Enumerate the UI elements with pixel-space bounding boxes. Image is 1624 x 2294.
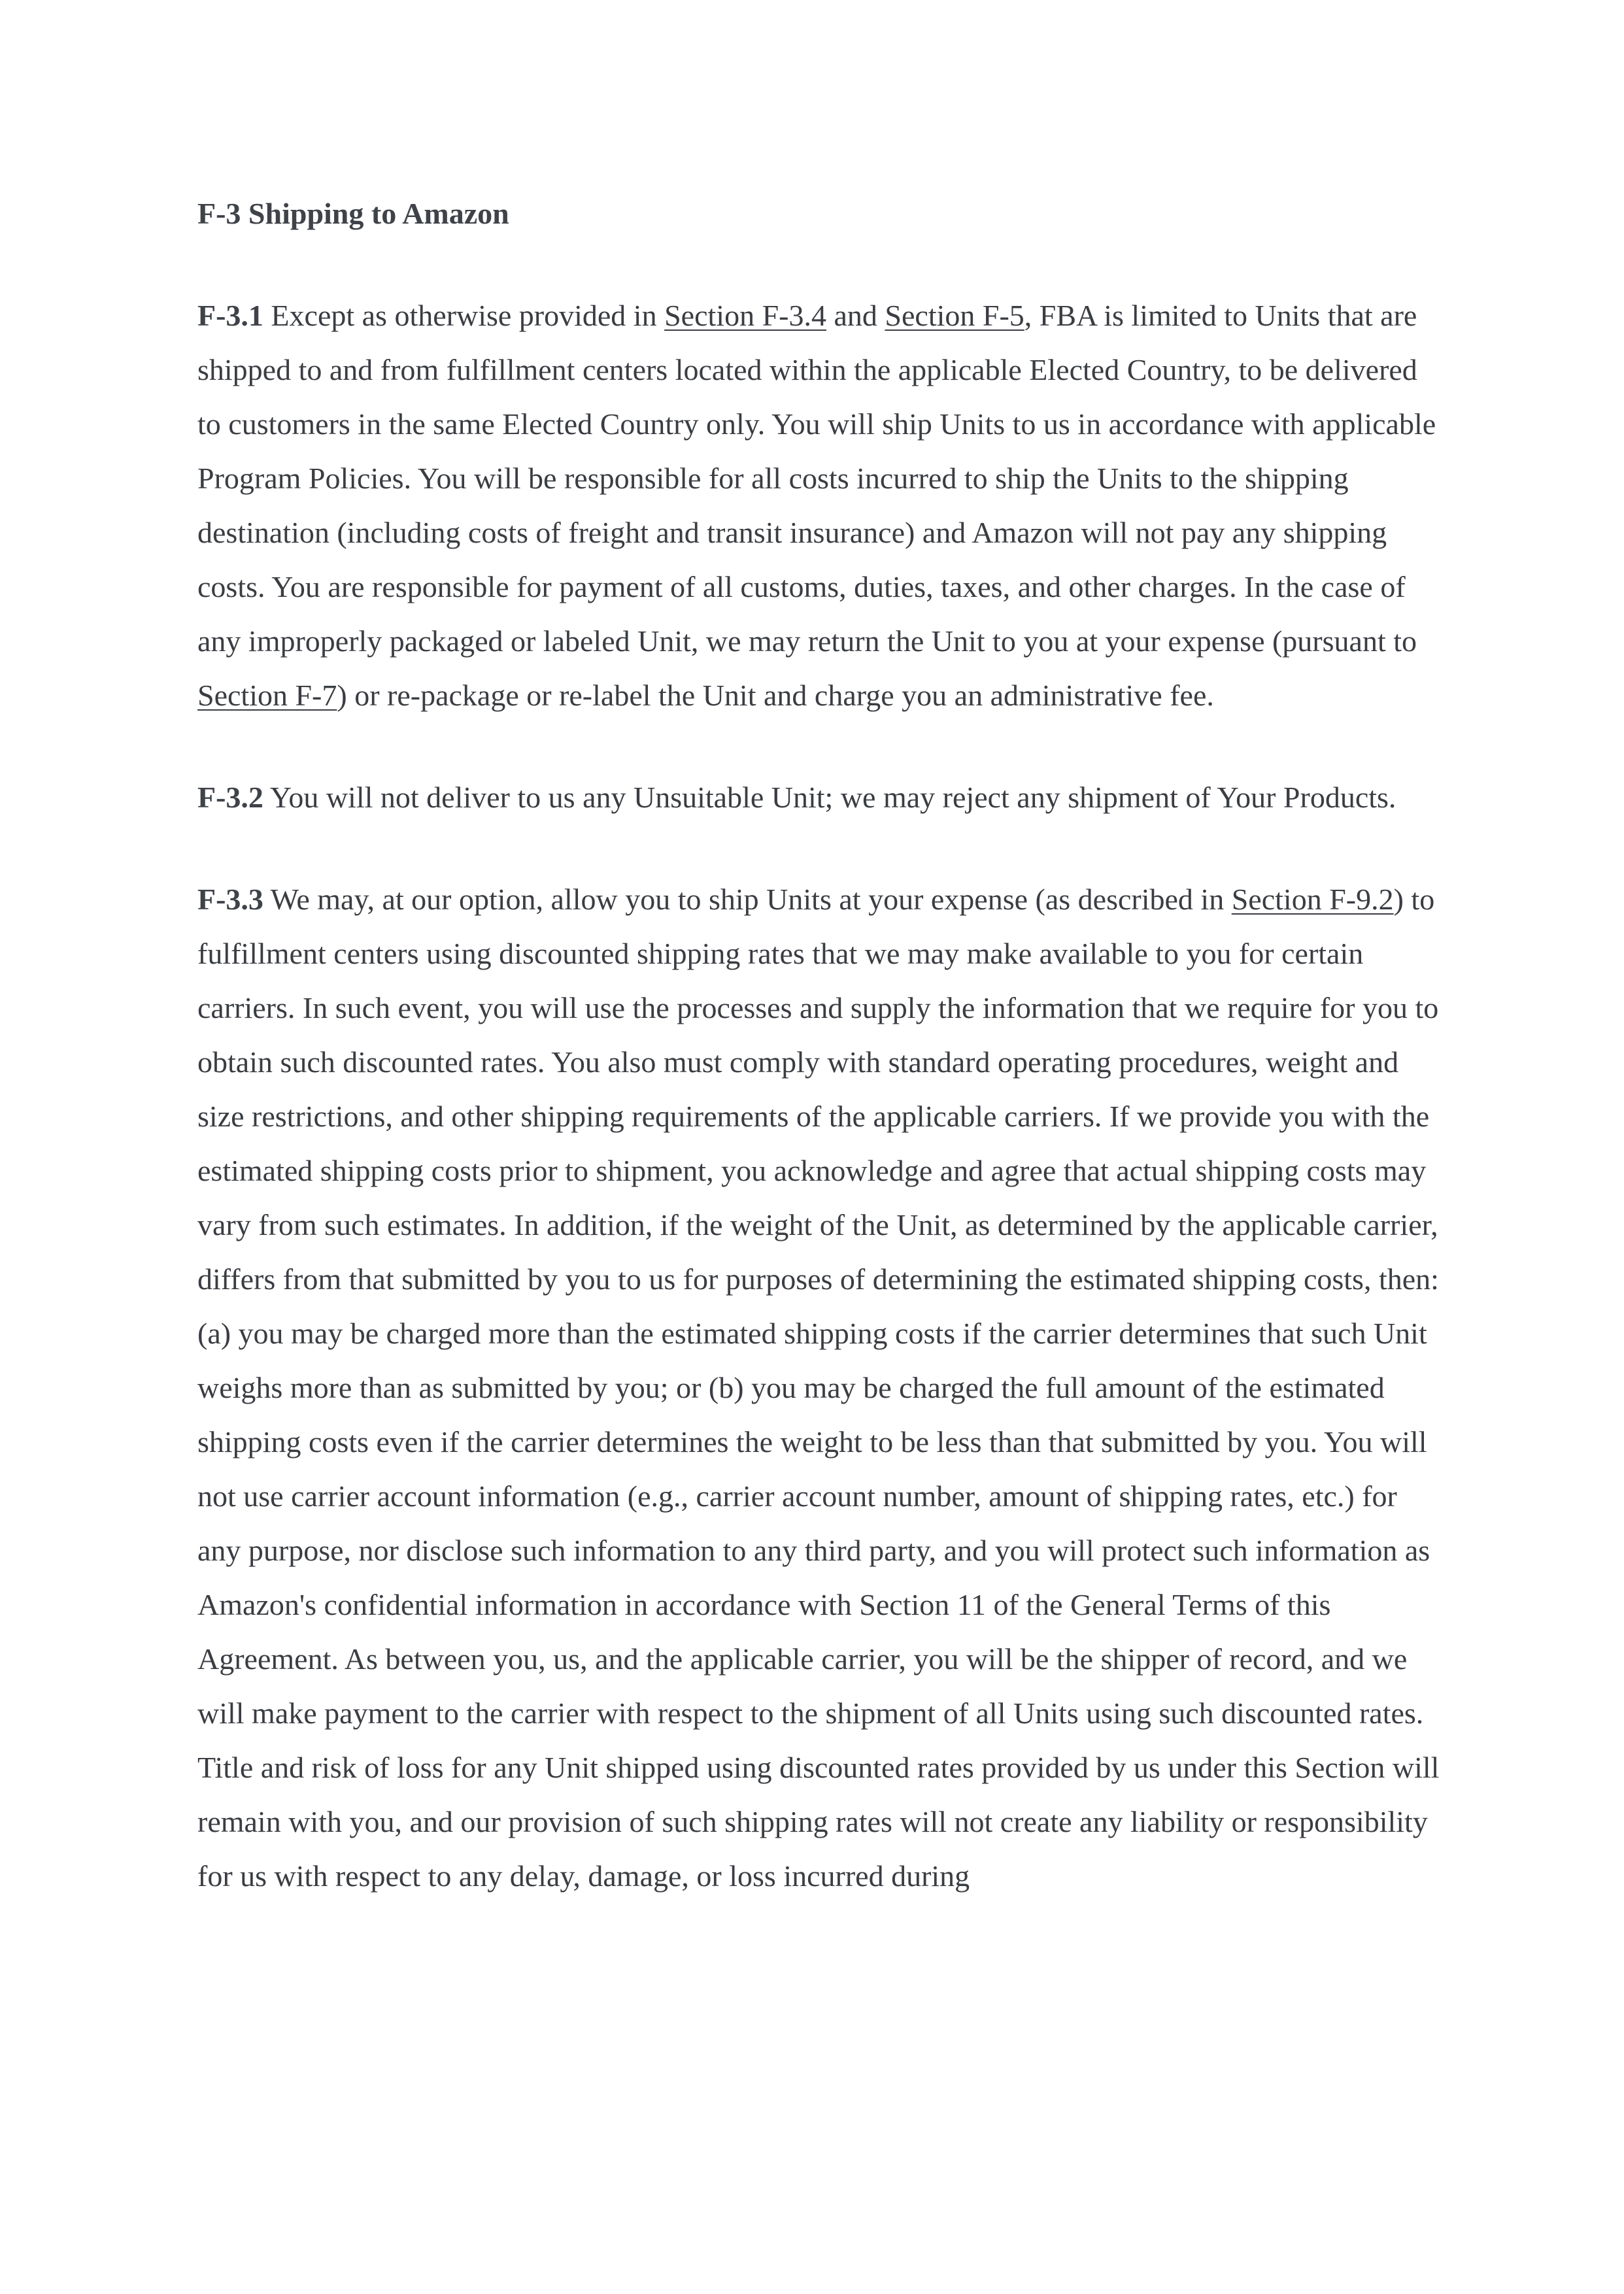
- clause-number-f-3-1: F-3.1: [197, 299, 263, 332]
- link-section-f-3-4[interactable]: Section F-3.4: [664, 299, 826, 332]
- paragraph-f-3-2: [197, 770, 1440, 824]
- clause-text: Except as otherwise provided in: [263, 299, 665, 332]
- link-section-f-7[interactable]: Section F-7: [197, 679, 337, 712]
- clause-text: We may, at our option, allow you to ship Units at your expense (as described in: [263, 883, 1232, 916]
- link-section-f-9-2[interactable]: Section F-9.2: [1231, 883, 1394, 916]
- clause-text: , FBA is limited to Units that are shipped to and from fulfillment centers located within the applicable Elected Country, to be delivered to customers in the same Elected Country only. You will ship Units to us in accordance with applicable Program Policies. You will be responsible for all costs incurred to ship the Units to the shipping destination (including costs of freight and transit insurance) and Amazon will not pay any shipping costs. You are responsible for payment of all customs, duties, taxes, and other charges. In the case of any improperly packaged or labeled Unit, we may return the Unit to you at your expense (pursuant to: [197, 299, 1436, 658]
- section-heading: F-3 Shipping to Amazon: [197, 197, 509, 230]
- clause-number-f-3-3: F-3.3: [197, 883, 263, 916]
- clause-number-f-3-2: F-3.2: [197, 781, 263, 814]
- link-section-f-5[interactable]: Section F-5: [885, 299, 1024, 332]
- document-body: [197, 186, 1440, 1951]
- paragraph-f-3-1: [197, 288, 1440, 722]
- paragraph-f-3-3: [197, 872, 1440, 1903]
- clause-text: ) or re-package or re-label the Unit and charge you an administrative fee.: [337, 679, 1214, 712]
- clause-text: You will not deliver to us any Unsuitable Unit; we may reject any shipment of Your Products.: [263, 781, 1396, 814]
- clause-text: and: [826, 299, 885, 332]
- clause-text: ) to fulfillment centers using discounted shipping rates that we may make available to you for certain carriers. In such event, you will use the processes and supply the information that we require for you to obtain such discounted rates. You also must comply with standard operating procedures, weight and size restrictions, and other shipping requirements of the applicable carriers. If we provide you with the estimated shipping costs prior to shipment, you acknowledge and agree that actual shipping costs may vary from such estimates. In addition, if the weight of the Unit, as determined by the applicable carrier, differs from that submitted by you to us for purposes of determining the estimated shipping costs, then: (a) you may be charged more than the estimated shipping costs if the carrier determines that such Unit weighs more than as submitted by you; or (b) you may be charged the full amount of the estimated shipping costs even if the carrier determines the weight to be less than that submitted by you. You will not use carrier account information (e.g., carrier account number, amount of shipping rates, etc.) for any purpose, nor disclose such information to any third party, and you will protect such information as Amazon's confidential information in accordance with Section 11 of the General Terms of this Agreement. As between you, us, and the applicable carrier, you will be the shipper of record, and we will make payment to the carrier with respect to the shipment of all Units using such discounted rates. Title and risk of loss for any Unit shipped using discounted rates provided by us under this Section will remain with you, and our provision of such shipping rates will not create any liability or responsibility for us with respect to any delay, damage, or loss incurred during: [197, 883, 1440, 1893]
